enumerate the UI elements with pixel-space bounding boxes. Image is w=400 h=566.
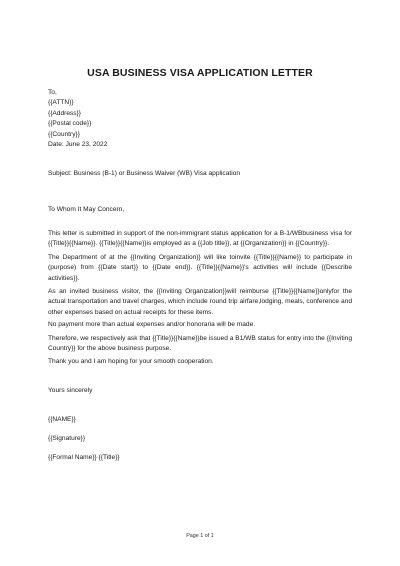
recipient-address [48, 88, 352, 140]
body-paragraph: This letter is submitted in support of the non-immigrant status application for a B-1/WBbusiness visa for {{Title}}{{Name}}. {{Title}}{{Name}}is employed as a {{Job title}}, at {{Organization}} in {{Country}}. [48, 230, 352, 248]
signature-line: {{Signature}} [48, 435, 86, 442]
letter-closing: Yours sincerely [48, 387, 93, 394]
address-line: {{Country}} [48, 130, 80, 138]
page-number: Page 1 of 1 [186, 533, 214, 539]
letter-subject: Subject: Business (B-1) or Business Waiver (WB) Visa application [48, 170, 241, 177]
address-line: {{Address}} [48, 109, 81, 117]
letter-date: Date: June 23, 2022 [48, 141, 108, 148]
signature-formal-name: {{Formal Name}} {{Title}} [48, 454, 120, 461]
body-paragraph: The Department of at the {{Inviting Organization}} will like toinvite {{Title}}{{Name}} to participate in (purpose) from {{Date start}} to {{Date end}}. {{Title}}{{Name}}'s activities will include {{Describe activities}}. [48, 254, 352, 282]
body-paragraph: Thank you and I am hoping for your smooth cooperation. [48, 358, 214, 365]
address-line: {{ATTN}} [48, 99, 74, 107]
body-paragraph: As an invited business visitor, the {{Inviting Organization}}will reimburse {{Title}}{{Name}}onlyfor the actual transportation and travel charges, which include round trip airfare,lodging, meals, conference and other expenses based on actual receipts for these items. [48, 288, 352, 316]
letter-title: USA BUSINESS VISA APPLICATION LETTER [87, 67, 313, 79]
letter-salutation: To Whom It May Concern, [48, 206, 125, 213]
body-paragraph: Therefore, we respectively ask that {{Title}}{{Name}}be issued a B1/WB status for entry into the {{Inviting Country}} for the above business purpose. [48, 335, 352, 353]
address-line: {{Postal code}} [48, 120, 92, 128]
signature-name: {{NAME}} [48, 416, 76, 423]
address-line: To, [48, 89, 57, 96]
body-paragraph: No payment more than actual expenses and/or honoraria will be made. [48, 321, 256, 328]
